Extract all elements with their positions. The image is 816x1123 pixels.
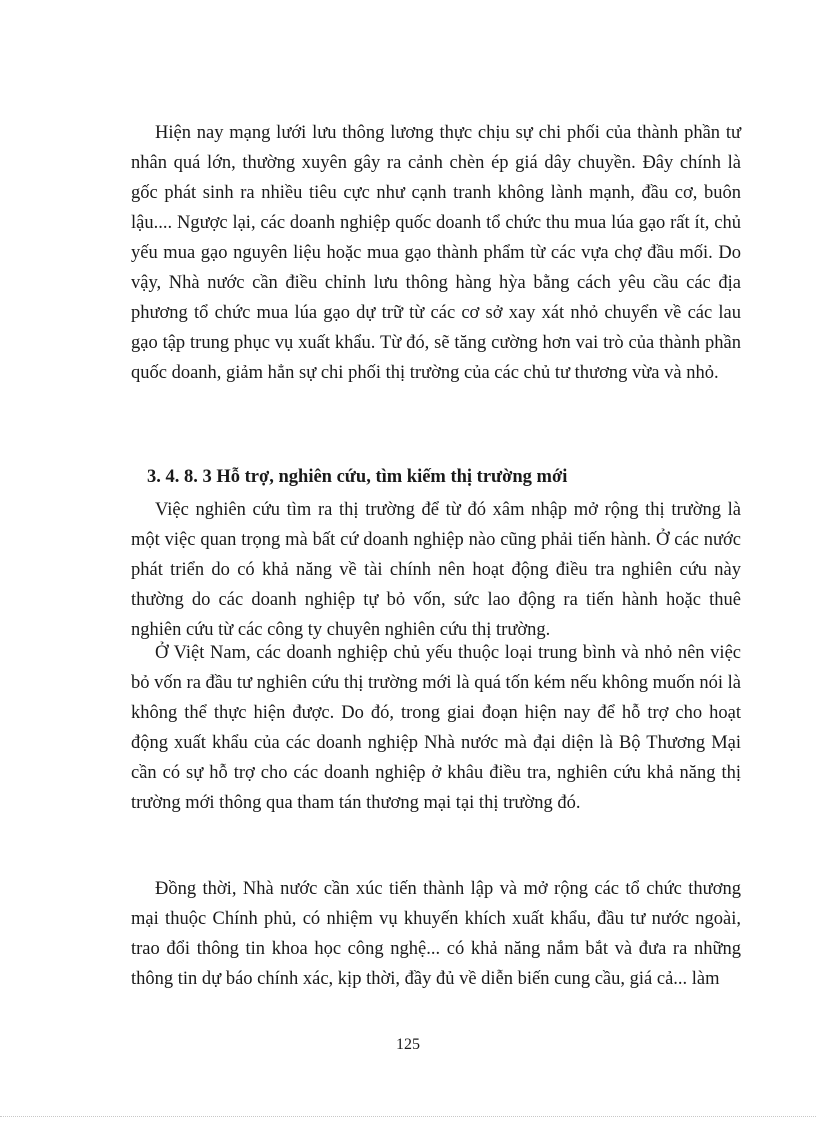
- paragraph: Đồng thời, Nhà nước cần xúc tiến thành lập và mở rộng các tổ chức thương mại thuộc Chính phủ, có nhiệm vụ khuyến khích xuất khẩu, đầu tư nước ngoài, trao đổi thông tin khoa học công nghệ... có khả năng nắm bắt và đưa ra những thông tin dự báo chính xác, kịp thời, đầy đủ về diễn biến cung cầu, giá cả... làm: [131, 879, 741, 989]
- paragraph: Hiện nay mạng lưới lưu thông lương thực chịu sự chi phối của thành phần tư nhân quá lớn, thường xuyên gây ra cảnh chèn ép giá dây chuyền. Đây chính là gốc phát sinh ra nhiều tiêu cực như cạnh tranh không lành mạnh, đầu cơ, buôn lậu.... Ngược lại, các doanh nghiệp quốc doanh tổ chức thu mua lúa gạo rất ít, chủ yếu mua gạo nguyên liệu hoặc mua gạo thành phẩm từ các vựa chợ đầu mối. Do vậy, Nhà nước cần điều chỉnh lưu thông hàng hỳa bằng cách yêu cầu các địa phương tổ chức mua lúa gạo dự trữ từ các cơ sở xay xát nhỏ chuyển về các lau gạo tập trung phục vụ xuất khẩu. Từ đó, sẽ tăng cường hơn vai trò của thành phần quốc doanh, giảm hẳn sự chi phối thị trường của các chủ tư thương vừa và nhỏ.: [131, 123, 741, 383]
- page-number: 125: [396, 1036, 420, 1053]
- section-heading: 3. 4. 8. 3 Hỗ trợ, nghiên cứu, tìm kiếm thị trường mới: [147, 467, 568, 487]
- page-bottom-rule: [0, 1116, 816, 1117]
- paragraph: Ở Việt Nam, các doanh nghiệp chủ yếu thuộc loại trung bình và nhỏ nên việc bỏ vốn ra đầu tư nghiên cứu thị trường mới là quá tốn kém nếu không muốn nói là không thể thực hiện được. Do đó, trong giai đoạn hiện nay để hỗ trợ cho hoạt động xuất khẩu của các doanh nghiệp Nhà nước mà đại diện là Bộ Thương Mại cần có sự hỗ trợ cho các doanh nghiệp ở khâu điều tra, nghiên cứu khả năng thị trường mới thông qua tham tán thương mại tại thị trường đó.: [131, 643, 741, 813]
- paragraph: Việc nghiên cứu tìm ra thị trường để từ đó xâm nhập mở rộng thị trường là một việc quan trọng mà bất cứ doanh nghiệp nào cũng phải tiến hành. Ở các nước phát triển do có khả năng về tài chính nên hoạt động điều tra nghiên cứu này thường do các doanh nghiệp tự bỏ vốn, sức lao động ra tiến hành hoặc thuê nghiên cứu từ các công ty chuyên nghiên cứu thị trường.: [131, 500, 741, 640]
